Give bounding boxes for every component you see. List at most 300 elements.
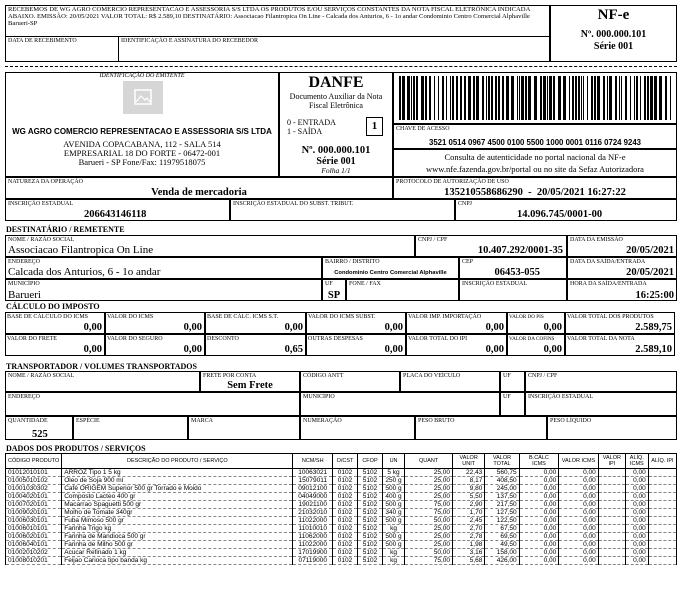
table-cell: 5102 bbox=[357, 517, 382, 525]
receipt-nfe-serie: Série 001 bbox=[593, 41, 634, 52]
table-cell: 0,00 bbox=[519, 557, 559, 565]
barcode-bar bbox=[640, 76, 641, 120]
table-cell: 49,50 bbox=[485, 541, 519, 549]
table-cell: 25,00 bbox=[405, 541, 453, 549]
table-cell bbox=[648, 469, 676, 477]
rec-cnpj: 10.407.292/0001-35 bbox=[477, 245, 563, 256]
receipt-sign-label: IDENTIFICAÇÃO E ASSINATURA DO RECEBEDOR bbox=[121, 38, 259, 44]
table-cell: 21032010 bbox=[293, 509, 333, 517]
rec-city-label: MUNICÍPIO bbox=[8, 281, 40, 287]
table-cell bbox=[598, 541, 625, 549]
barcode bbox=[399, 76, 671, 120]
table-cell: 19021100 bbox=[293, 501, 333, 509]
danfe-serie: Série 001 bbox=[316, 156, 356, 167]
tr-name-label: NOME / RAZÃO SOCIAL bbox=[8, 373, 75, 379]
rec-cep-label: CEP bbox=[462, 259, 474, 265]
table-cell: Molho de Tomate 340gr bbox=[62, 509, 293, 517]
table-cell: 67,50 bbox=[485, 525, 519, 533]
tax-cell-label: VALOR DO ICMS SUBST. bbox=[308, 314, 376, 320]
tr-antt-label: CÓDIGO ANTT bbox=[303, 373, 344, 379]
table-cell: 0,00 bbox=[559, 517, 599, 525]
barcode-bar bbox=[594, 76, 596, 120]
table-cell: 0,00 bbox=[559, 477, 599, 485]
barcode-bar bbox=[569, 76, 570, 120]
table-cell: 0,00 bbox=[559, 533, 599, 541]
barcode-bar bbox=[456, 76, 458, 120]
products-header-cell: CÓDIGO PRODUTO bbox=[6, 454, 62, 469]
tax-cell-label: DESCONTO bbox=[207, 336, 239, 342]
table-cell: 11022000 bbox=[293, 517, 333, 525]
table-cell bbox=[648, 509, 676, 517]
table-cell: 01006020101 bbox=[6, 533, 62, 541]
table-cell: 0,00 bbox=[519, 509, 559, 517]
barcode-bar bbox=[540, 76, 542, 120]
tr-qty-label: QUANTIDADE bbox=[8, 418, 48, 424]
barcode-bar bbox=[438, 76, 439, 120]
tr-address-label: ENDEREÇO bbox=[8, 394, 40, 400]
products-header-cell: ALÍQ. ICMS bbox=[625, 454, 648, 469]
table-cell: Farinha de Milho 500 gr bbox=[62, 541, 293, 549]
products-header-cell: B.CÁLC ICMS bbox=[519, 454, 559, 469]
barcode-bar bbox=[464, 76, 466, 120]
barcode-bar bbox=[488, 76, 490, 120]
tr-plate-label: PLACA DO VEÍCULO bbox=[403, 373, 461, 379]
table-cell: 245,00 bbox=[485, 485, 519, 493]
table-cell: 0,00 bbox=[519, 469, 559, 477]
table-cell: Oleo de Soja 900 ml bbox=[62, 477, 293, 485]
danfe-entrada: 0 - ENTRADA bbox=[287, 118, 336, 127]
table-cell: 5102 bbox=[357, 477, 382, 485]
barcode-bar bbox=[521, 76, 524, 120]
table-cell: Farinha de Mandioca 500 gr bbox=[62, 533, 293, 541]
emitter-label: IDENTIFICAÇÃO DO EMITENTE bbox=[99, 73, 185, 79]
tax-cell-label: VALOR TOTAL DOS PRODUTOS bbox=[567, 314, 654, 320]
table-cell: 500 g bbox=[382, 485, 404, 493]
table-cell: 5,68 bbox=[453, 557, 485, 565]
table-row bbox=[6, 541, 677, 549]
barcode-bar bbox=[506, 76, 509, 120]
barcode-bar bbox=[615, 76, 617, 120]
table-cell: 0,00 bbox=[559, 525, 599, 533]
table-cell: Macarrao Spaguetti 500 gr bbox=[62, 501, 293, 509]
rec-exit-label: DATA DA SAÍDA/ENTRADA bbox=[570, 259, 646, 265]
table-cell: 5102 bbox=[357, 549, 382, 557]
barcode-bar bbox=[578, 76, 580, 120]
table-cell: 25,00 bbox=[405, 477, 453, 485]
rec-district: Condominio Centro Comercial Alphaville bbox=[334, 270, 447, 276]
table-cell bbox=[648, 485, 676, 493]
table-cell: 25,00 bbox=[405, 525, 453, 533]
table-cell: 122,50 bbox=[485, 517, 519, 525]
barcode-bar bbox=[495, 76, 497, 120]
barcode-bar bbox=[670, 76, 671, 120]
table-cell: 0,00 bbox=[625, 533, 648, 541]
table-cell bbox=[598, 485, 625, 493]
table-cell: 0,00 bbox=[519, 525, 559, 533]
receipt-text: RECEBEMOS DE WG AGRO COMERCIO REPRESENTACAO E ASSESSORIA S/S LTDA OS PRODUTOS E/OU SERVIÇOS CONSTANTES DA NOTA FISCAL ELETRÔNICA INDICADA ABAIXO. EMISSÃO: 20/05/2021 VALOR TOTAL: R$ 2.589,10 DESTINATÁRIO: Associacao Filantropica On Line - Calcada dos Anturios, 6 - 1o andar Condominio Centro Comercial Alphaville Barueri-SP bbox=[8, 6, 530, 28]
table-cell: 75,00 bbox=[405, 557, 453, 565]
barcode-bar bbox=[591, 76, 593, 120]
products-table bbox=[5, 453, 677, 565]
image-placeholder-icon bbox=[123, 81, 163, 114]
table-cell: 0,00 bbox=[519, 501, 559, 509]
barcode-bar bbox=[498, 76, 500, 120]
cnpj-label: CNPJ bbox=[458, 201, 473, 207]
barcode-bar bbox=[650, 76, 653, 120]
barcode-bar bbox=[460, 76, 462, 120]
table-cell: 500 g bbox=[382, 533, 404, 541]
table-row bbox=[6, 485, 677, 493]
table-cell: 340 g bbox=[382, 509, 404, 517]
tax-cell-value: 0,00 bbox=[183, 322, 202, 333]
table-cell: 5102 bbox=[357, 525, 382, 533]
tr-freight-label: FRETE POR CONTA bbox=[203, 373, 257, 379]
products-header-cell: DESCRIÇÃO DO PRODUTO / SERVIÇO bbox=[62, 454, 293, 469]
barcode-bar bbox=[399, 76, 401, 120]
tax-cell-value: 0,00 bbox=[384, 322, 403, 333]
access-key: 3521 0514 0967 4500 0100 5500 1000 0001 0116 0724 9243 bbox=[428, 138, 642, 147]
table-cell: 137,50 bbox=[485, 493, 519, 501]
tr-freight: Sem Frete bbox=[227, 380, 273, 391]
barcode-bar bbox=[517, 76, 518, 120]
barcode-bar bbox=[413, 76, 415, 120]
table-cell: 0,00 bbox=[625, 509, 648, 517]
table-cell: 15079011 bbox=[293, 477, 333, 485]
table-cell: 5102 bbox=[357, 493, 382, 501]
table-row bbox=[6, 533, 677, 541]
barcode-bar bbox=[647, 76, 649, 120]
table-row bbox=[6, 493, 677, 501]
barcode-bar bbox=[581, 76, 582, 120]
table-cell: 0,00 bbox=[519, 533, 559, 541]
barcode-bar bbox=[476, 76, 479, 120]
tr-net-label: PESO LÍQUIDO bbox=[550, 418, 592, 424]
barcode-bar bbox=[558, 76, 561, 120]
rec-district-label: BAIRRO / DISTRITO bbox=[325, 259, 380, 265]
table-cell: 0,00 bbox=[559, 501, 599, 509]
consult-line1: Consulta de autenticidade no portal nacional da NF-e bbox=[444, 152, 626, 162]
nature-label: NATUREZA DA OPERAÇÃO bbox=[8, 179, 84, 185]
tr-ie-label: INSCRIÇÃO ESTADUAL bbox=[528, 394, 594, 400]
danfe-saida: 1 - SAÍDA bbox=[287, 127, 323, 136]
table-cell: 5102 bbox=[357, 485, 382, 493]
barcode-bar bbox=[421, 76, 424, 120]
table-cell: 8,17 bbox=[453, 477, 485, 485]
tax-cell-value: 0,00 bbox=[183, 344, 202, 355]
recipient-section: DESTINATÁRIO / REMETENTE bbox=[6, 225, 125, 234]
table-cell: kg bbox=[382, 557, 404, 565]
table-cell: Café ORIGEM Superior 500 gr Torrado e Moido bbox=[62, 485, 293, 493]
table-cell: 0,00 bbox=[559, 549, 599, 557]
products-header-cell: QUANT bbox=[405, 454, 453, 469]
table-cell bbox=[648, 533, 676, 541]
products-header-cell: VALOR ICMS bbox=[559, 454, 599, 469]
table-cell: 25,00 bbox=[405, 493, 453, 501]
danfe-number: Nº. 000.000.101 bbox=[301, 145, 371, 156]
barcode-bar bbox=[502, 76, 504, 120]
table-cell: 09012100 bbox=[293, 485, 333, 493]
barcode-bar bbox=[583, 76, 584, 120]
barcode-bar bbox=[446, 76, 447, 120]
barcode-bar bbox=[563, 76, 566, 120]
table-cell: 0,00 bbox=[519, 485, 559, 493]
tr-brand-label: MARCA bbox=[191, 418, 214, 424]
table-cell: 25,00 bbox=[405, 485, 453, 493]
emitter-address1: AVENIDA COPACABANA, 112 - SALA 514 bbox=[63, 139, 221, 149]
table-cell: 500 g bbox=[382, 541, 404, 549]
table-cell: 0,00 bbox=[625, 469, 648, 477]
products-header-cell: VALOR TOTAL bbox=[485, 454, 519, 469]
barcode-bar bbox=[575, 76, 577, 120]
rec-hour: 16:25:00 bbox=[635, 290, 674, 301]
rec-name: Associacao Filantropica On Line bbox=[8, 244, 154, 256]
table-cell: Fuba Mimoso 500 gr bbox=[62, 517, 293, 525]
barcode-bar bbox=[665, 76, 667, 120]
danfe-subtitle1: Documento Auxiliar da Nota bbox=[289, 92, 383, 101]
protocol-value: 135210558686290 - 20/05/2021 16:27:22 bbox=[444, 187, 626, 198]
tax-cell-label: VALOR DA COFINS bbox=[509, 336, 555, 342]
table-cell: 01004020101 bbox=[6, 493, 62, 501]
products-header-cell: NCM/SH bbox=[293, 454, 333, 469]
barcode-bar bbox=[609, 76, 612, 120]
table-cell: 127,50 bbox=[485, 509, 519, 517]
table-cell: 500 g bbox=[382, 501, 404, 509]
table-cell bbox=[648, 541, 676, 549]
tax-cell-label: VALOR DO PIS bbox=[509, 314, 544, 320]
table-cell: 3,16 bbox=[453, 549, 485, 557]
table-cell: kg bbox=[382, 549, 404, 557]
tax-cell-label: VALOR TOTAL DA NOTA bbox=[567, 336, 635, 342]
table-cell: 0,00 bbox=[559, 493, 599, 501]
tax-cell-label: VALOR DO SEGURO bbox=[107, 336, 163, 342]
table-cell bbox=[648, 501, 676, 509]
consult-line2: www.nfe.fazenda.gov.br/portal ou no site da Sefaz Autorizadora bbox=[426, 164, 644, 174]
table-cell: 0102 bbox=[333, 493, 358, 501]
barcode-bar bbox=[549, 76, 552, 120]
table-cell bbox=[598, 525, 625, 533]
barcode-bar bbox=[654, 76, 657, 120]
emitter-address3: Barueri - SP Fone/Fax: 11979518075 bbox=[78, 157, 206, 167]
tax-cell-label: VALOR TOTAL DO IPI bbox=[408, 336, 468, 342]
barcode-bar bbox=[587, 76, 588, 120]
table-cell: 1,70 bbox=[453, 509, 485, 517]
table-cell: Acucar Refinado 1 kg bbox=[62, 549, 293, 557]
barcode-bar bbox=[525, 76, 527, 120]
danfe-subtitle2: Fiscal Eletrônica bbox=[309, 101, 363, 110]
table-cell: 0,00 bbox=[625, 541, 648, 549]
tax-cell-value: 0,00 bbox=[384, 344, 403, 355]
table-cell: 11010010 bbox=[293, 525, 333, 533]
table-cell: 0,00 bbox=[625, 485, 648, 493]
table-cell: 01009020101 bbox=[6, 509, 62, 517]
table-cell bbox=[598, 517, 625, 525]
tax-cell-label: BASE DE CÁLCULO DO ICMS bbox=[7, 314, 89, 320]
receipt-date-label: DATA DE RECEBIMENTO bbox=[8, 38, 77, 44]
table-cell: 0102 bbox=[333, 501, 358, 509]
table-cell: 0102 bbox=[333, 525, 358, 533]
table-cell: 0,00 bbox=[559, 485, 599, 493]
tax-cell-label: VALOR DO ICMS bbox=[107, 314, 154, 320]
receipt-divider bbox=[5, 36, 550, 37]
barcode-bar bbox=[407, 76, 410, 120]
table-cell bbox=[598, 477, 625, 485]
table-cell: 2,70 bbox=[453, 525, 485, 533]
tr-qty: 525 bbox=[32, 429, 48, 440]
barcode-bar bbox=[491, 76, 493, 120]
barcode-bar bbox=[511, 76, 514, 120]
table-cell bbox=[598, 509, 625, 517]
tr-uf2-label: UF bbox=[503, 394, 511, 400]
tax-cell-value: 0,00 bbox=[543, 322, 562, 333]
table-cell: 5102 bbox=[357, 541, 382, 549]
table-cell: 0,00 bbox=[625, 493, 648, 501]
table-cell: ARROZ Tipo 1 5 kg bbox=[62, 469, 293, 477]
table-cell: 560,75 bbox=[485, 469, 519, 477]
tr-uf-label: UF bbox=[503, 373, 511, 379]
barcode-bar bbox=[547, 76, 548, 120]
tax-cell-value: 0,00 bbox=[83, 344, 102, 355]
barcode-bar bbox=[450, 76, 451, 120]
barcode-bar bbox=[425, 76, 427, 120]
barcode-bar bbox=[434, 76, 435, 120]
barcode-bar bbox=[572, 76, 574, 120]
table-row bbox=[6, 525, 677, 533]
table-cell: 01006010101 bbox=[6, 525, 62, 533]
table-cell bbox=[648, 517, 676, 525]
barcode-bar bbox=[603, 76, 605, 120]
table-cell: 5102 bbox=[357, 509, 382, 517]
table-cell: 0102 bbox=[333, 533, 358, 541]
tax-cell-value: 0,00 bbox=[284, 322, 303, 333]
barcode-bar bbox=[597, 76, 600, 120]
table-cell: Feijao Carioca tipo banda kg bbox=[62, 557, 293, 565]
receipt-nfe-title: NF-e bbox=[597, 7, 630, 23]
tr-cnpj-label: CNPJ / CPF bbox=[528, 373, 558, 379]
table-cell: 0102 bbox=[333, 557, 358, 565]
tr-numbering-label: NUMERAÇÃO bbox=[303, 418, 342, 424]
barcode-bar bbox=[411, 76, 412, 120]
tax-cell-value: 0,00 bbox=[543, 344, 562, 355]
products-header-cell: VALOR IPI bbox=[598, 454, 625, 469]
table-cell: 5 kg bbox=[382, 469, 404, 477]
table-cell: Farinha Trigo kg bbox=[62, 525, 293, 533]
barcode-bar bbox=[634, 76, 635, 120]
barcode-bar bbox=[452, 76, 454, 120]
table-cell: 01006030101 bbox=[6, 517, 62, 525]
table-cell: 0,00 bbox=[559, 469, 599, 477]
table-cell: 400 g bbox=[382, 493, 404, 501]
table-cell: 0,00 bbox=[625, 517, 648, 525]
tax-cell-label: OUTRAS DESPESAS bbox=[308, 336, 363, 342]
table-cell: 426,00 bbox=[485, 557, 519, 565]
rec-cnpj-label: CNPJ / CPF bbox=[418, 237, 448, 243]
table-cell: 0,00 bbox=[625, 477, 648, 485]
rec-name-label: NOME / RAZÃO SOCIAL bbox=[8, 237, 75, 243]
barcode-bar bbox=[534, 76, 537, 120]
danfe-folha: Folha 1/1 bbox=[321, 166, 351, 175]
table-cell: 25,00 bbox=[405, 469, 453, 477]
tr-address-box bbox=[5, 392, 300, 416]
table-cell: 69,50 bbox=[485, 533, 519, 541]
ie-st-label: INSCRIÇÃO ESTADUAL DO SUBST. TRIBUT. bbox=[233, 201, 354, 207]
table-cell bbox=[598, 549, 625, 557]
barcode-bar bbox=[429, 76, 431, 120]
table-cell: 5102 bbox=[357, 469, 382, 477]
table-cell: 10063021 bbox=[293, 469, 333, 477]
barcode-bar bbox=[519, 76, 520, 120]
table-cell: 11022000 bbox=[293, 541, 333, 549]
table-cell: 01007020101 bbox=[6, 501, 62, 509]
cut-line bbox=[5, 66, 677, 67]
table-cell: 75,00 bbox=[405, 501, 453, 509]
table-row bbox=[6, 469, 677, 477]
table-cell: 0,00 bbox=[519, 549, 559, 557]
table-cell bbox=[598, 501, 625, 509]
tax-section: CÁLCULO DO IMPOSTO bbox=[6, 302, 100, 311]
table-cell: 01005010102 bbox=[6, 477, 62, 485]
emitter-name: WG AGRO COMERCIO REPRESENTACAO E ASSESSORIA S/S LTDA bbox=[12, 127, 272, 136]
table-cell: 0102 bbox=[333, 517, 358, 525]
table-row bbox=[6, 501, 677, 509]
tax-cell-value: 0,00 bbox=[83, 322, 102, 333]
table-cell bbox=[648, 493, 676, 501]
ie-value: 206643146118 bbox=[84, 209, 147, 220]
transport-section: TRANSPORTADOR / VOLUMES TRANSPORTADOS bbox=[6, 362, 197, 371]
nature-value: Venda de mercadoria bbox=[151, 187, 247, 198]
table-cell: 5102 bbox=[357, 501, 382, 509]
tax-cell-label: VALOR IMP. IMPORTAÇÃO bbox=[408, 314, 482, 320]
table-cell bbox=[598, 533, 625, 541]
rec-phone-label: FONE / FAX bbox=[349, 281, 381, 287]
cnpj-value: 14.096.745/0001-00 bbox=[517, 209, 603, 220]
table-cell: 0,00 bbox=[559, 557, 599, 565]
barcode-bar bbox=[482, 76, 484, 120]
tr-gross-label: PESO BRUTO bbox=[418, 418, 455, 424]
ie-label: INSCRIÇÃO ESTADUAL bbox=[8, 201, 74, 207]
tax-cell-value: 0,00 bbox=[485, 322, 504, 333]
table-cell: 500 g bbox=[382, 517, 404, 525]
table-cell bbox=[598, 469, 625, 477]
barcode-bar bbox=[644, 76, 646, 120]
protocol-label: PROTOCOLO DE AUTORIZAÇÃO DE USO bbox=[396, 179, 509, 185]
barcode-bar bbox=[543, 76, 546, 120]
table-cell: 0102 bbox=[333, 509, 358, 517]
table-cell: 01012010101 bbox=[6, 469, 62, 477]
table-row bbox=[6, 549, 677, 557]
table-cell: 07119000 bbox=[293, 557, 333, 565]
table-cell: 75,00 bbox=[405, 509, 453, 517]
table-cell: 1,98 bbox=[453, 541, 485, 549]
table-cell: 25,00 bbox=[405, 533, 453, 541]
table-cell bbox=[648, 557, 676, 565]
table-cell: 0102 bbox=[333, 485, 358, 493]
rec-city: Barueri bbox=[8, 289, 41, 301]
table-row bbox=[6, 509, 677, 517]
barcode-bar bbox=[473, 76, 475, 120]
table-cell: 0102 bbox=[333, 477, 358, 485]
barcode-bar bbox=[442, 76, 444, 120]
rec-uf-label: UF bbox=[325, 281, 333, 287]
table-cell: 0,00 bbox=[559, 541, 599, 549]
table-cell: 17019900 bbox=[293, 549, 333, 557]
table-row bbox=[6, 477, 677, 485]
rec-uf: SP bbox=[327, 290, 341, 301]
tax-cell-label: VALOR DO FRETE bbox=[7, 336, 57, 342]
products-section: DADOS DOS PRODUTOS / SERVIÇOS bbox=[6, 444, 146, 453]
table-cell: 2,78 bbox=[453, 533, 485, 541]
table-cell: 0102 bbox=[333, 541, 358, 549]
table-cell: 0,00 bbox=[625, 557, 648, 565]
